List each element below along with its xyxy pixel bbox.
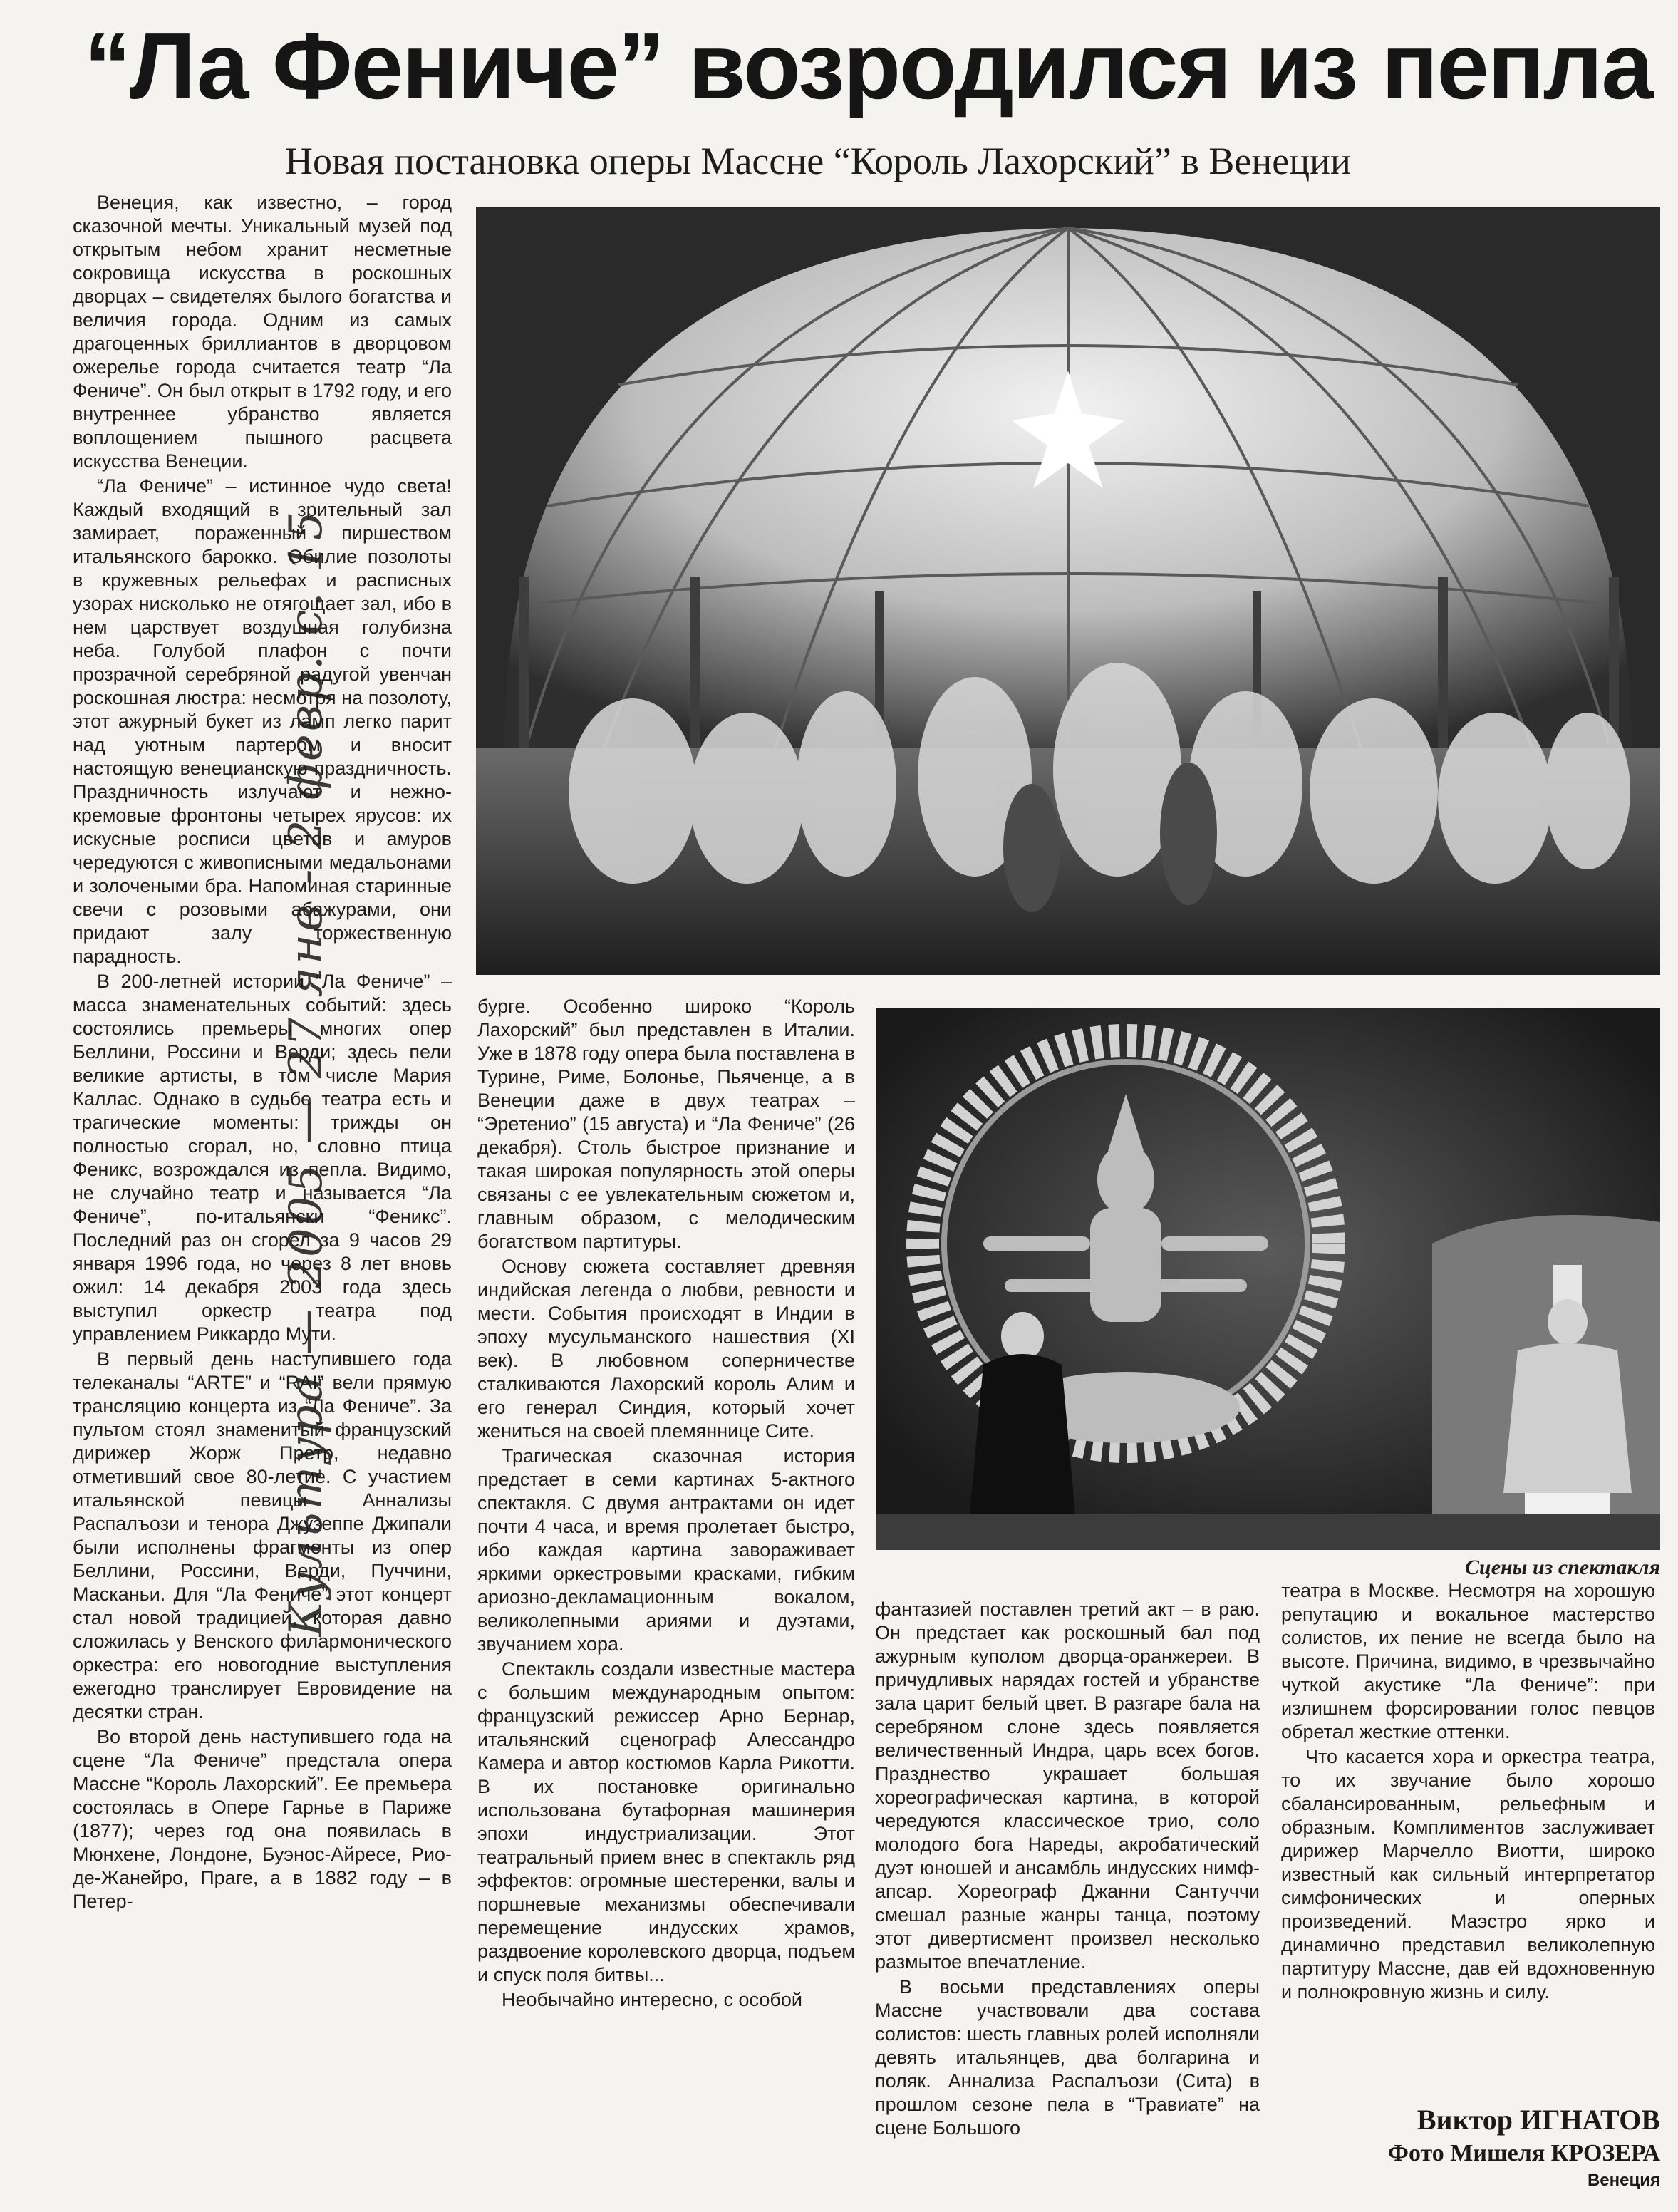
- article-column-2: [477, 995, 855, 2210]
- paragraph: фантазией поставлен третий акт – в раю. Он предстает как роскошный бал под ажурным куполом дворца-оранжереи. В причудливых нарядах гостей и убранстве зала царит белый цвет. В разгаре бала на серебряном слоне здесь появляется величественный Индра, царь всех богов. Празднество украшает большая хореографическая картина, в которой чередуются классическое трио, соло молодого бога Нареды, акробатический дуэт юношей и ансамбль индусских нимф-апсар. Хореограф Джанни Сантуччи смешал разные жанры танца, поэтому этот дивертисмент произвел несколько размытое впечатление.: [875, 1598, 1260, 1973]
- paragraph: бурге. Особенно широко “Король Лахорский” был представлен в Италии. Уже в 1878 году опера была поставлена в Турине, Риме, Болонье, Пьяченце, а в Венеции даже в двух театрах – “Эретенио” (15 августа) и “Ла Фениче” (26 декабря). Столь быстрое признание и такая широкая популярность этой оперы связаны с ее увлекательным сюжетом и, главным образом, с мелодическим богатством партитуры.: [477, 996, 855, 1252]
- photo-credit: Фото Мишеля КРОЗЕРА: [1387, 2140, 1660, 2166]
- paragraph: В первый день наступившего года телеканалы “ARTE” и “RAI” вели прямую трансляцию концерта из “Ла Фениче”. За пультом стоял знаменитый французский дирижер Жорж Претр, недавно отметивший свое 80-летие. С участием итальянской певицы Аннализы Распалъози и тенора Джузеппе Джипали были исполнены фрагменты из опер Беллини, Россини, Верди, Пуччини, Масканьи. Для “Ла Фениче” этот концерт стал новой традицией, которая давно сложилась у Венского филармонического оркестра: его новогодние выступления ежегодно транслирует Евровидение на десятки стран.: [73, 1348, 452, 1722]
- author-name: Виктор ИГНАТОВ: [1417, 2104, 1660, 2136]
- paragraph: Во второй день наступившего года на сцене “Ла Фениче” предстала опера Массне “Король Лахорский”. Ее премьера состоялась в Опере Гарнье в Париже (1877); через год она появилась в Мюнхене, Лондоне, Буэнос-Айресе, Рио-де-Жанейро, Праге, а в 1882 году – в Петер-: [73, 1726, 452, 1912]
- paragraph: Трагическая сказочная история предстает в семи картинах 5-актного спектакля. С двумя антрактами он идет почти 4 часа, и время пролетает быстро, ибо каждая картина завораживает яркими оркестровыми красками, гибким ариозно-декламационным вокалом, великолепными ариями и дуэтами, звучанием хора.: [477, 1445, 855, 1655]
- stage-idol-photo: [876, 1008, 1660, 1550]
- handwritten-margin-note: Культура — 2005 — 27 янв - 2 февр. с. 15: [280, 508, 333, 1637]
- photo-caption: Сцены из спектакля: [1465, 1556, 1660, 1579]
- subheadline: Новая постановка оперы Массне “Король Лахорский” в Венеции: [285, 140, 1351, 182]
- stage-dome-photo-icon: [476, 207, 1660, 975]
- article-column-3: [875, 1598, 1260, 2211]
- stage-dome-photo: [476, 207, 1660, 975]
- paragraph: “Ла Фениче” – истинное чудо света! Каждый входящий в зрительный зал замирает, пораженный пиршеством итальянского барокко. Обилие позолоты в кружевных рельефах и расписных узорах нисколько не отягощает зал, ибо в нем царствует воздушная голубизна неба. Голубой плафон с почти прозрачной серебряной радугой увенчан роскошная люстра: несмотря на позолоту, этот ажурный букет из ламп легко парит над уютным партером и вносит настоящую венецианскую праздничность. Праздничность излучают и нежно-кремовые фронтоны четырех ярусов: их искусные росписи цветов и амуров чередуются с живописными медальонами и золочеными бра. Напоминая старинные свечи с розовыми абажурами, они придают залу торжественную парадность.: [73, 475, 452, 967]
- paragraph: В 200-летней истории “Ла Фениче” – масса знаменательных событий: здесь состоялись премьеры многих опер Беллини, Россини и Верди; здесь пели великие артисты, в том числе Мария Каллас. Однако в судьбе театра есть и трагические моменты: трижды он полностью сгорал, но, словно птица Феникс, возрождался из пепла. Видимо, не случайно театр и называется “Ла Фениче”, по-итальянски “Феникс”. Последний раз он сгорел за 9 часов 29 января 1996 года, но через 8 лет вновь ожил: 14 декабря 2003 года здесь выступил оркестр театра под управлением Риккардо Мути.: [73, 971, 452, 1345]
- byline: [1297, 2102, 1660, 2209]
- paragraph: Необычайно интересно, с особой: [502, 1989, 802, 2010]
- article-column-1: [73, 191, 452, 2208]
- headline: “Ла Фениче” возродился из пепла: [84, 14, 1652, 118]
- paragraph: Основу сюжета составляет древняя индийская легенда о любви, ревности и мести. События происходят в Индии в эпоху мусульманского нашествия (XI век). В любовном соперничестве сталкиваются Лахорский король Алим и его генерал Синдия, который хочет жениться на своей племяннице Сите.: [477, 1256, 855, 1442]
- paragraph: Спектакль создали известные мастера с большим международным опытом: французский режиссер Арно Бернар, итальянский сценограф Алессандро Камера и автор костюмов Карла Рикотти. В их постановке оригинально использована бутафорная машинерия эпохи индустриализации. Этот театральный прием внес в спектакль ряд эффектов: огромные шестеренки, валы и поршневые механизмы обеспечивали перемещение индусских храмов, раздвоение королевского дворца, подъем и спуск поля битвы...: [477, 1658, 855, 1985]
- paragraph: Венеция, как известно, – город сказочной мечты. Уникальный музей под открытым небом хранит несметные сокровища искусства в роскошных дворцах – свидетелях былого богатства и величия города. Одним из самых драгоценных бриллиантов в дворцовом ожерелье города считается театр “Ла Фениче”. Он был открыт в 1792 году, и его внутреннее убранство является воплощением пышного расцвета искусства Венеции.: [73, 192, 452, 472]
- paragraph: Что касается хора и оркестра театра, то их звучание было хорошо сбалансированным, рельефным и образным. Комплиментов заслуживает дирижер Марчелло Виотти, широко известный как сильный интерпретатор симфонических и оперных произведений. Маэстро ярко и динамично представил великолепную партитуру Массне, дав ей вдохновенную и полнокровную жизнь и силу.: [1281, 1746, 1655, 2002]
- paragraph: В восьми представлениях оперы Массне участвовали два состава солистов: шесть главных ролей исполняли девять итальянцев, два болгарина и поляк. Аннализа Распалъози (Сита) в прошлом сезоне пела в “Травиате” на сцене Большого: [875, 1976, 1260, 2139]
- article-column-4: [1281, 1579, 1655, 2064]
- stage-idol-photo-icon: [876, 1008, 1660, 1550]
- paragraph: театра в Москве. Несмотря на хорошую репутацию и вокальное мастерство солистов, их пение не всегда было на высоте. Причина, видимо, в чрезвычайно чуткой акустике “Ла Фениче”: при излишнем форсировании голос певцов обретал жесткие оттенки.: [1281, 1580, 1655, 1742]
- dateline-place: Венеция: [1587, 2171, 1660, 2190]
